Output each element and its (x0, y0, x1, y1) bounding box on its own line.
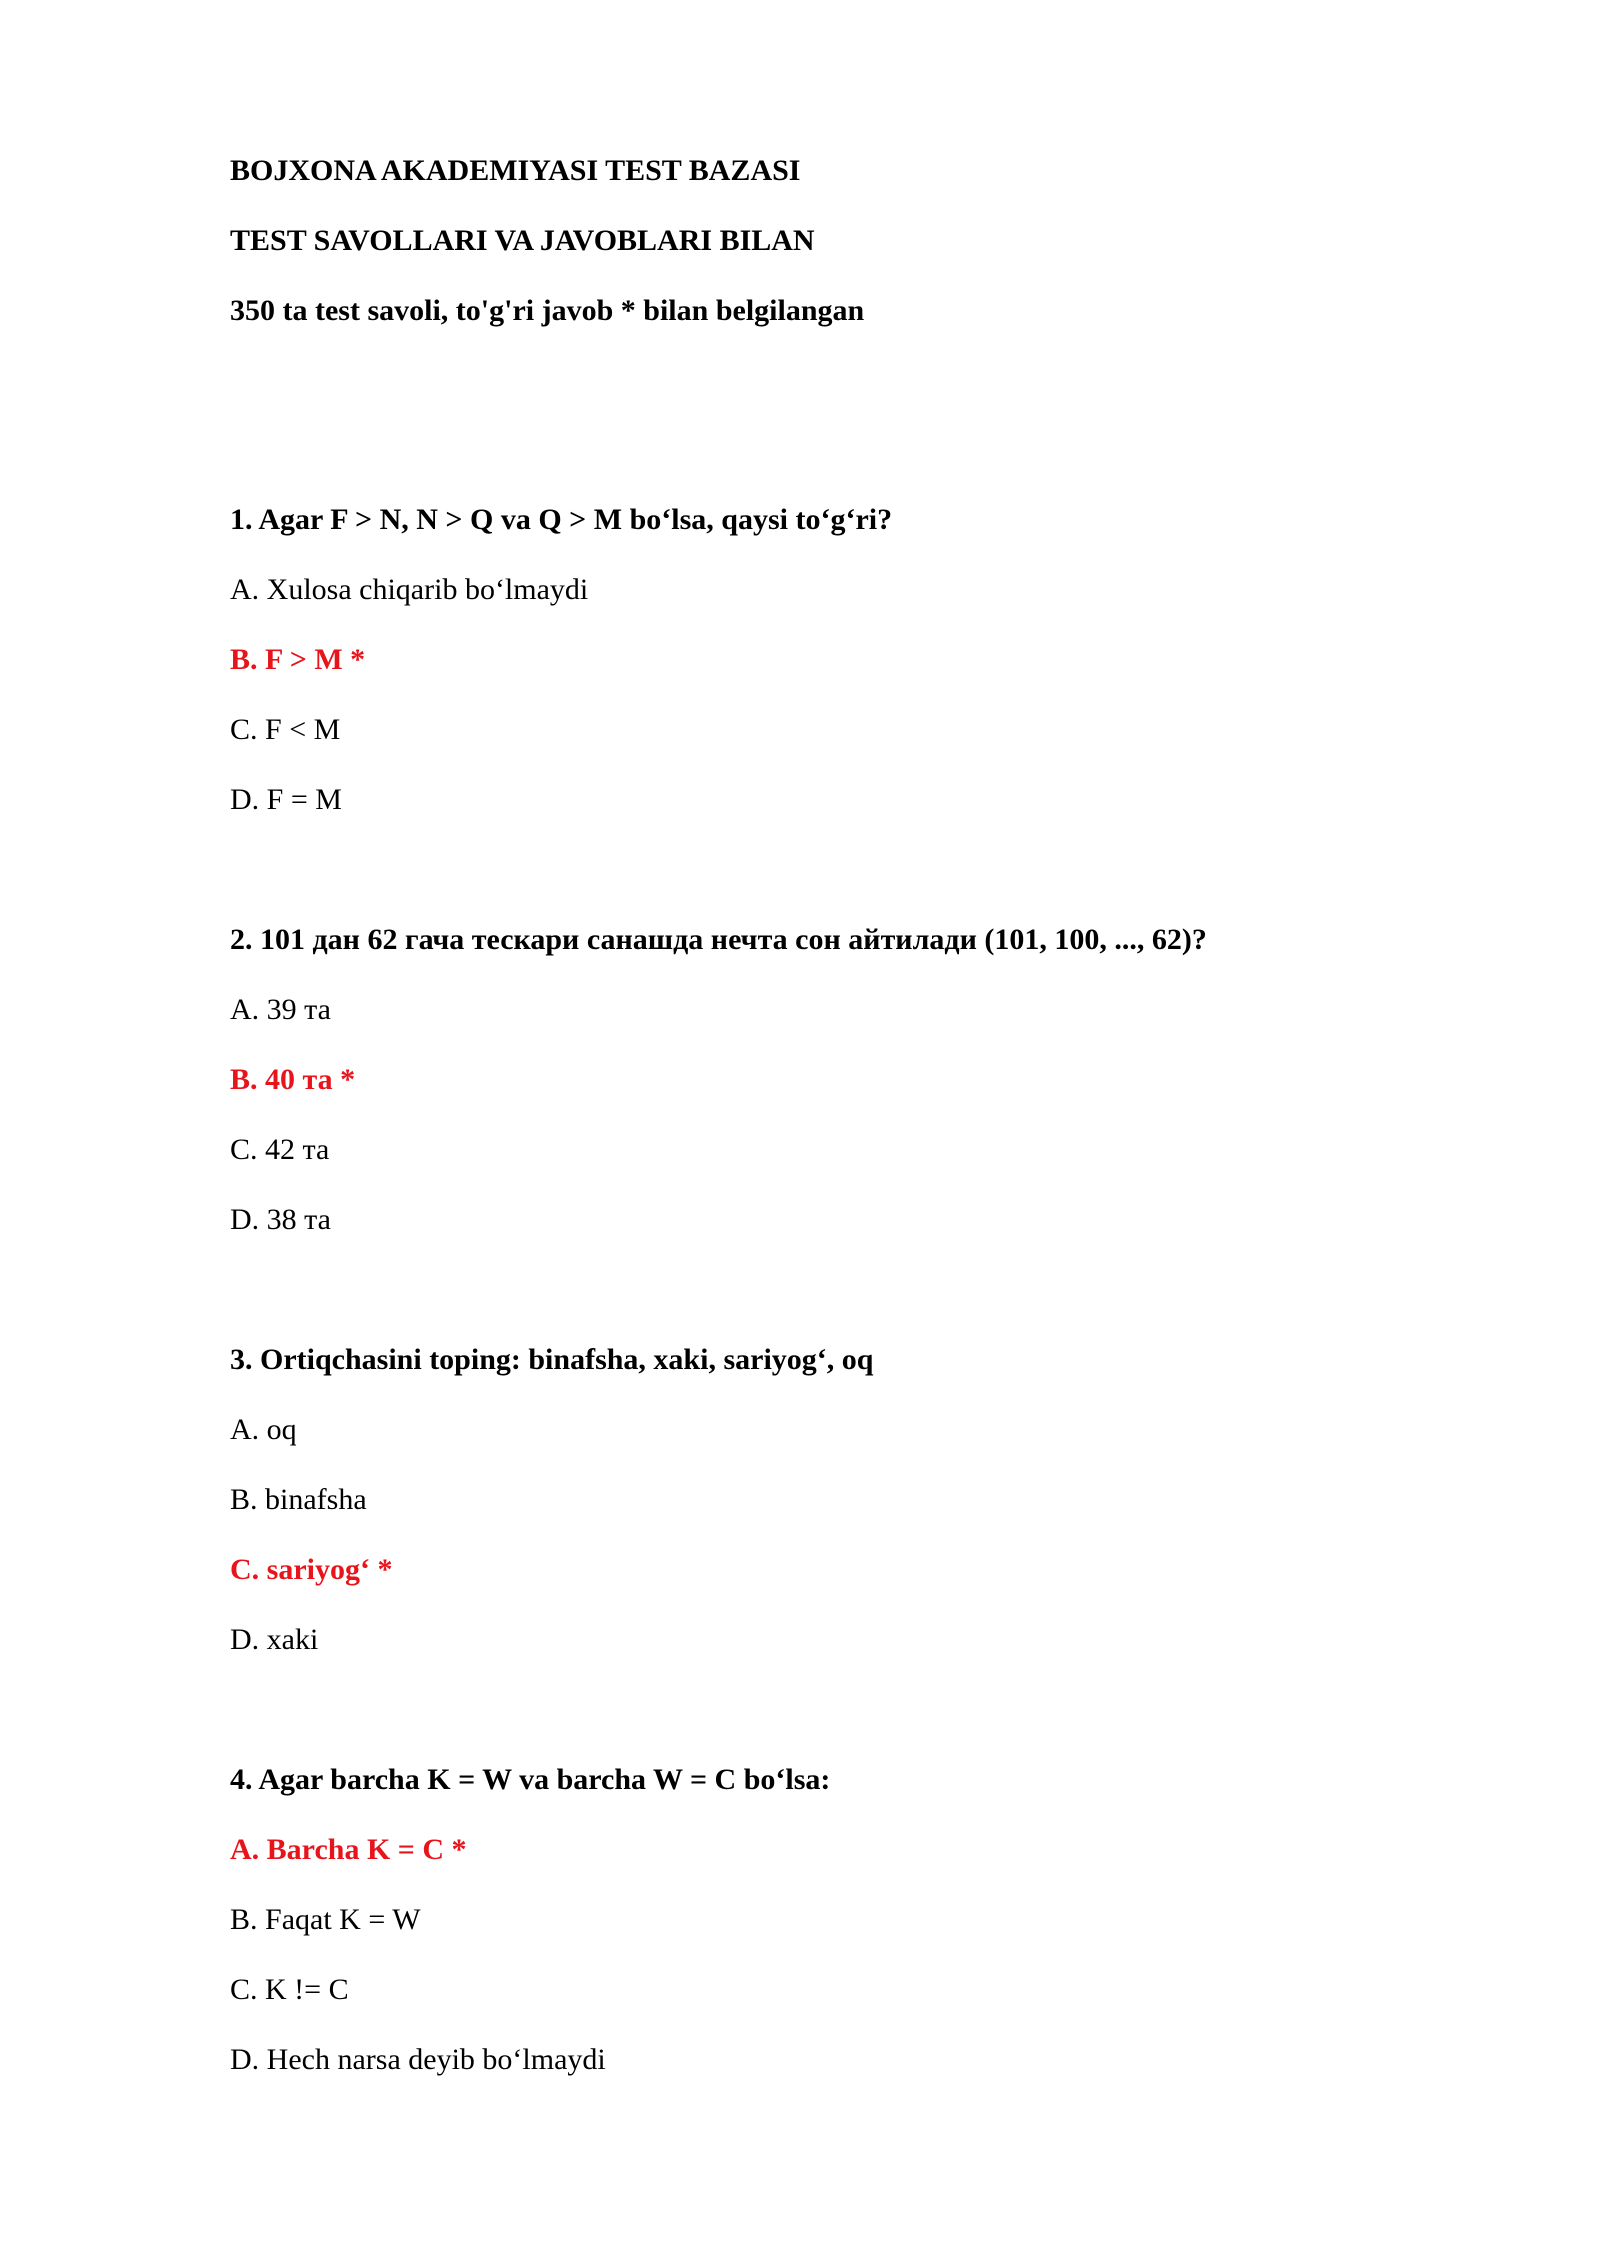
option-a: A. Xulosa chiqarib bo‘lmaydi (230, 573, 589, 606)
option-d: D. 38 та (230, 1203, 331, 1236)
option-b-correct: B. 40 та * (230, 1063, 356, 1096)
option-b-correct: B. F > M * (230, 643, 366, 676)
option-b: B. Faqat K = W (230, 1903, 421, 1936)
option-c: C. 42 та (230, 1133, 330, 1166)
question-text: 3. Ortiqchasini toping: binafsha, xaki, sariyog‘, oq (230, 1343, 874, 1376)
question-text: 4. Agar barcha K = W va barcha W = C bo‘lsa: (230, 1763, 831, 1796)
option-c-correct: C. sariyog‘ * (230, 1553, 393, 1586)
option-d: D. xaki (230, 1623, 319, 1656)
document-note: 350 ta test savoli, to'g'ri javob * bilan belgilangan (230, 294, 865, 327)
option-a-correct: A. Barcha K = C * (230, 1833, 467, 1866)
option-c: C. K != C (230, 1973, 349, 2006)
option-b: B. binafsha (230, 1483, 367, 1516)
question-3 (230, 1342, 1430, 1692)
option-d: D. F = M (230, 783, 342, 816)
question-1 (230, 502, 1430, 852)
option-d: D. Hech narsa deyib bo‘lmaydi (230, 2043, 606, 2076)
option-a: A. 39 та (230, 993, 331, 1026)
option-a: A. oq (230, 1413, 297, 1446)
question-text: 2. 101 дан 62 гача тескари санашда нечта сон айтилади (101, 100, ..., 62)? (230, 923, 1207, 956)
document-title: BOJXONA AKADEMIYASI TEST BAZASI (230, 154, 801, 187)
question-2 (230, 922, 1430, 1272)
question-4 (230, 1762, 1430, 2112)
option-c: C. F < M (230, 713, 341, 746)
question-text: 1. Agar F > N, N > Q va Q > M bo‘lsa, qaysi to‘g‘ri? (230, 503, 893, 536)
document-subtitle: TEST SAVOLLARI VA JAVOBLARI BILAN (230, 224, 815, 257)
